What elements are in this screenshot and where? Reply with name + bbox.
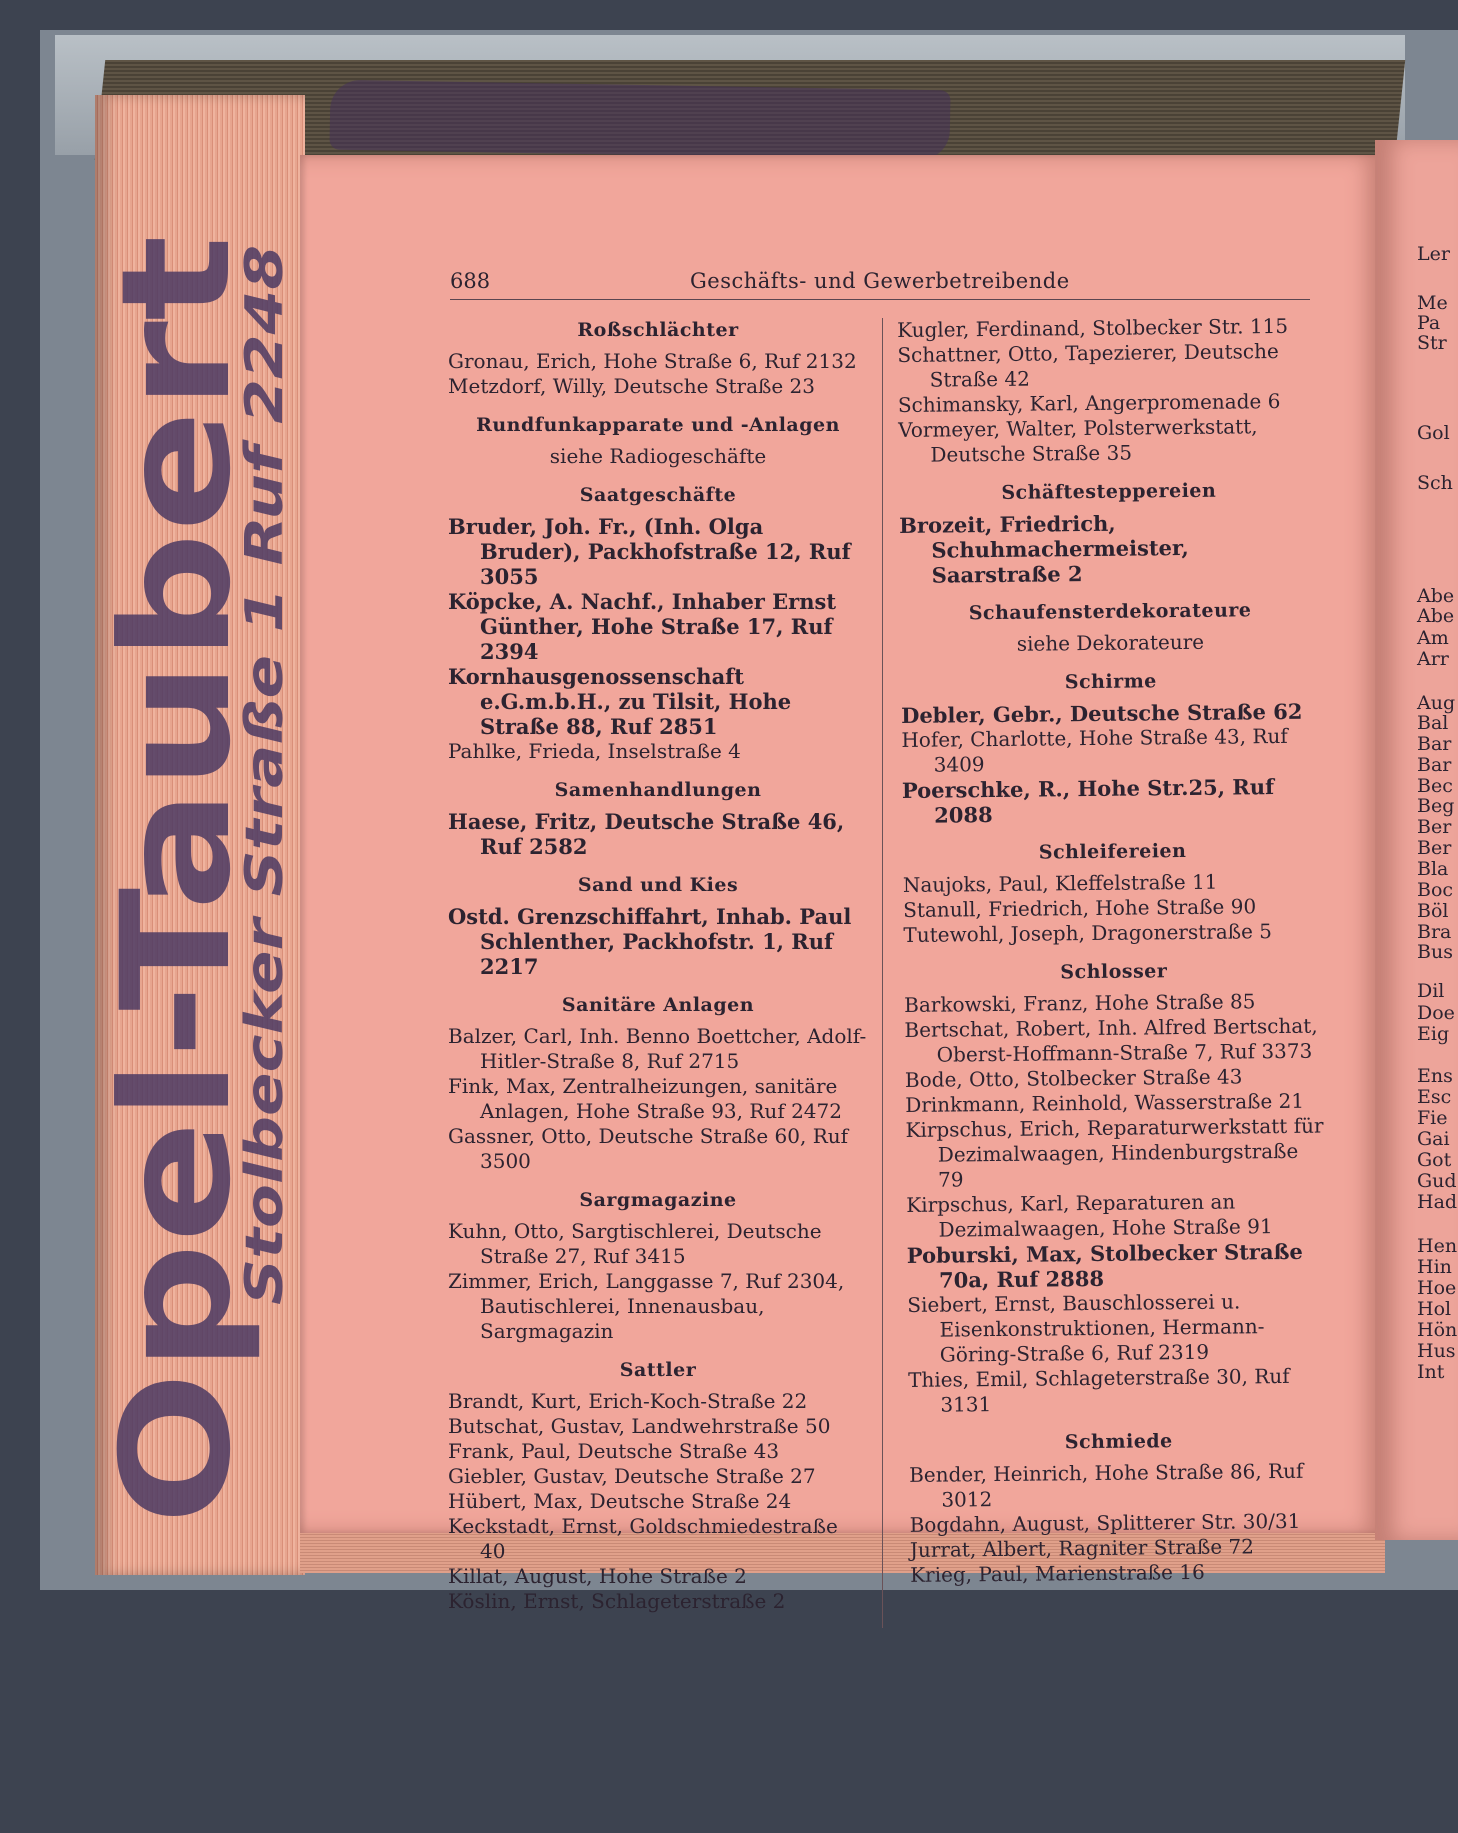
next-page-fragment: Bra [1417, 921, 1452, 943]
edge-advertisement [110, 225, 290, 1545]
section-title: Sattler [619, 1359, 697, 1381]
next-page-fragment: Am [1417, 627, 1449, 649]
next-page-fragment: Hol [1417, 1298, 1452, 1320]
directory-entry: Kornhausgenossenschaft e.G.m.b.H., zu Tilsit, Hohe Straße 88, Ruf 2851 [448, 664, 792, 739]
directory-entry: Poerschke, R., Hohe Str.25, Ruf 2088 [901, 774, 1275, 828]
next-page-fragment: Bus [1417, 941, 1453, 963]
directory-entry: Brandt, Kurt, Erich-Koch-Straße 22 [448, 1389, 808, 1413]
section-title: Saatgeschäfte [579, 484, 737, 506]
section-title: Sanitäre Anlagen [561, 994, 755, 1016]
directory-entry: Debler, Gebr., Deutsche Straße 62 [901, 698, 1303, 728]
directory-entry: Poburski, Max, Stolbecker Straße 70a, Ruf 2888 [906, 1238, 1303, 1293]
directory-entry: Barkowski, Franz, Hohe Straße 85 [904, 989, 1256, 1017]
edge-ad-svg [110, 225, 290, 1545]
directory-entry: Hofer, Charlotte, Hohe Straße 43, Ruf 3409 [901, 723, 1288, 777]
section-title: Roßschlächter [577, 319, 739, 341]
directory-entry: Naujoks, Paul, Kleffelstraße 11 [902, 869, 1218, 897]
directory-entry: Hübert, Max, Deutsche Straße 24 [448, 1489, 792, 1513]
next-page-fragment: Bec [1417, 775, 1453, 797]
section-title: Schirme [1064, 670, 1157, 694]
directory-entry: Ostd. Grenzschiffahrt, Inhab. Paul Schlenther, Packhofstr. 1, Ruf 2217 [448, 904, 852, 979]
next-page-fragment: Gai [1417, 1128, 1450, 1150]
next-page-fragment: Beg [1417, 795, 1455, 817]
directory-entry: siehe Radiogeschäfte [549, 444, 767, 468]
next-page-fragment: Arr [1417, 648, 1449, 670]
section-title: Sargmagazine [579, 1189, 737, 1211]
directory-entry: Fink, Max, Zentralheizungen, sanitäre Anlagen, Hohe Straße 93, Ruf 2472 [448, 1074, 842, 1123]
handwritten-stamp [329, 80, 950, 161]
next-page-fragment: Abe [1417, 585, 1455, 607]
directory-entry: Bender, Heinrich, Hohe Straße 86, Ruf 3012 [908, 1458, 1304, 1512]
directory-entry: Vormeyer, Walter, Polsterwerkstatt, Deutsche Straße 35 [898, 414, 1258, 467]
directory-entry: Kirpschus, Erich, Reparaturwerkstatt für Dezimalwaagen, Hindenburgstraße 79 [905, 1113, 1324, 1192]
section-title: Sand und Kies [577, 874, 739, 896]
next-page-fragment: Gud [1417, 1170, 1457, 1192]
directory-entry: Stanull, Friedrich, Hohe Straße 90 [903, 894, 1257, 922]
directory-entry: Pahlke, Frieda, Inselstraße 4 [448, 739, 741, 763]
directory-entry: Drinkmann, Reinhold, Wasserstraße 21 [905, 1088, 1305, 1117]
directory-entry: Metzdorf, Willy, Deutsche Straße 23 [448, 374, 816, 398]
next-page-fragment: Bla [1417, 858, 1449, 880]
next-page-fragment: Doe [1417, 1002, 1455, 1024]
next-page-fragment: Hen [1417, 1235, 1458, 1257]
directory-entry: Bruder, Joh. Fr., (Inh. Olga Bruder), Packhofstraße 12, Ruf 3055 [448, 514, 851, 589]
next-page-fragment: Ber [1417, 837, 1452, 859]
directory-entry: Keckstadt, Ernst, Goldschmiedestraße 40 [448, 1514, 838, 1563]
next-page-fragment: Hin [1417, 1256, 1452, 1278]
next-page-fragment: Me [1417, 292, 1448, 314]
next-page-fragment: Fie [1417, 1107, 1448, 1129]
next-page-fragment: Ens [1417, 1065, 1453, 1087]
next-page-fragment: Esc [1417, 1086, 1452, 1108]
directory-entry: Siebert, Ernst, Bauschlosserei u. Eisenkonstruktionen, Hermann-Göring-Straße 6, Ruf 2319 [907, 1289, 1265, 1367]
directory-entry: Zimmer, Erich, Langgasse 7, Ruf 2304, Bautischlerei, Innenausbau, Sargmagazin [448, 1269, 845, 1343]
next-page-fragment: Bal [1417, 712, 1449, 734]
next-page-fragment: Pa [1417, 312, 1441, 334]
next-page-fragment: Bar [1417, 754, 1452, 776]
column-divider [882, 318, 883, 1628]
right-column [897, 314, 1330, 1588]
next-page-fragment: Sch [1417, 472, 1453, 494]
directory-entry: Thies, Emil, Schlageterstraße 30, Ruf 3131 [907, 1363, 1290, 1417]
page-title: Geschäfts- und Gewerbetreibende [690, 269, 1070, 293]
next-page-fragment: Had [1417, 1191, 1458, 1213]
directory-entry: Haese, Fritz, Deutsche Straße 46, Ruf 2582 [448, 809, 845, 859]
next-page-fragment: Int [1417, 1361, 1445, 1383]
directory-entry: siehe Dekorateure [1016, 629, 1205, 656]
next-page-fragment: Ler [1417, 243, 1450, 265]
next-page-fragment: Dil [1417, 980, 1445, 1002]
directory-entry: Frank, Paul, Deutsche Straße 43 [448, 1439, 780, 1463]
next-page-fragment: Ber [1417, 816, 1452, 838]
directory-entry: Schimansky, Karl, Angerpromenade 6 [897, 388, 1281, 417]
page-header [450, 265, 1310, 300]
edge-ad-sub-text: Stolbecker Straße 1 Ruf 2248 [235, 446, 290, 1305]
section-title: Schaufensterdekorateure [968, 599, 1252, 625]
page-number: 688 [450, 269, 491, 293]
directory-entry: Killat, August, Hohe Straße 2 [448, 1564, 747, 1588]
next-page-fragment: Gol [1417, 422, 1450, 444]
directory-entry: Butschat, Gustav, Landwehrstraße 50 [448, 1414, 831, 1438]
directory-entry: Bertschat, Robert, Inh. Alfred Bertschat, Oberst-Hoffmann-Straße 7, Ruf 3373 [904, 1013, 1318, 1067]
left-column [448, 318, 868, 1614]
section-title: Schlosser [1060, 960, 1168, 984]
next-page-fragment: Boc [1417, 879, 1454, 901]
next-page-fragment: Hön [1417, 1319, 1458, 1341]
directory-entry: Balzer, Carl, Inh. Benno Boettcher, Adolf-Hitler-Straße 8, Ruf 2715 [448, 1024, 867, 1073]
directory-entry: Brozeit, Friedrich, Schuhmachermeister, Saarstraße 2 [899, 510, 1189, 588]
next-page-edge [1375, 140, 1458, 1540]
next-page-fragment: Hus [1417, 1340, 1456, 1362]
directory-entry: Gassner, Otto, Deutsche Straße 60, Ruf 3500 [448, 1124, 849, 1173]
section-title: Rundfunkapparate und -Anlagen [476, 414, 840, 436]
directory-entry: Kugler, Ferdinand, Stolbecker Str. 115 [897, 313, 1289, 342]
section-title: Samenhandlungen [554, 779, 762, 801]
next-page-fragment: Abe [1417, 605, 1455, 627]
directory-entry: Gronau, Erich, Hohe Straße 6, Ruf 2132 [448, 349, 857, 373]
section-title: Schäftesteppereien [1001, 479, 1217, 504]
directory-entry: Tutewohl, Joseph, Dragonerstraße 5 [903, 919, 1273, 947]
next-page-fragment: Got [1417, 1149, 1452, 1171]
next-page-fragment: Böl [1417, 900, 1449, 922]
next-page-fragment: Hoe [1417, 1277, 1457, 1299]
next-page-fragment: Eig [1417, 1023, 1450, 1045]
directory-entry: Giebler, Gustav, Deutsche Straße 27 [448, 1464, 816, 1488]
directory-entry: Kuhn, Otto, Sargtischlerei, Deutsche Straße 27, Ruf 3415 [448, 1219, 822, 1268]
directory-entry: Schattner, Otto, Tapezierer, Deutsche Straße 42 [897, 339, 1279, 392]
directory-entry: Bogdahn, August, Splitterer Str. 30/31 [909, 1508, 1301, 1537]
next-page-fragment: Aug [1417, 692, 1456, 714]
directory-entry: Krieg, Paul, Marienstraße 16 [910, 1559, 1205, 1587]
directory-entry: Köpcke, A. Nachf., Inhaber Ernst Günther, Hohe Straße 17, Ruf 2394 [448, 589, 837, 664]
section-title: Schmiede [1064, 1430, 1173, 1454]
directory-entry: Bode, Otto, Stolbecker Straße 43 [904, 1064, 1243, 1092]
next-page-fragment: Str [1417, 332, 1447, 354]
directory-entry: Kirpschus, Karl, Reparaturen an Dezimalwaagen, Hohe Straße 91 [906, 1189, 1273, 1242]
directory-entry: Köslin, Ernst, Schlageterstraße 2 [448, 1589, 786, 1613]
section-title: Schleifereien [1038, 839, 1187, 864]
edge-ad-main-text: Opel-Taubert [110, 450, 264, 1525]
directory-entry: Jurrat, Albert, Ragniter Straße 72 [909, 1534, 1255, 1562]
next-page-fragment: Bar [1417, 733, 1452, 755]
